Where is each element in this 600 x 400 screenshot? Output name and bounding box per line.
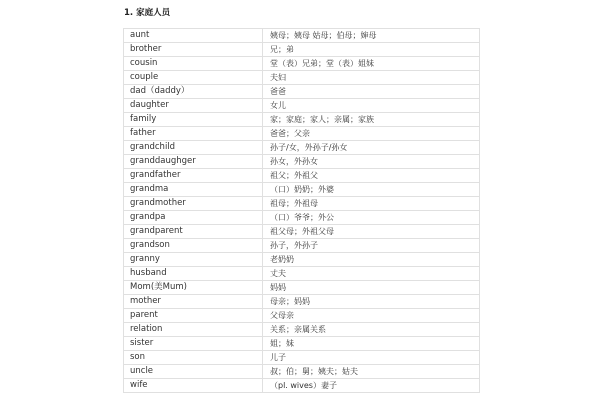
chinese-meaning-cell: 祖母；外祖母: [263, 197, 480, 211]
chinese-meaning-cell: 儿子: [263, 351, 480, 365]
chinese-meaning-cell: （pl. wives）妻子: [263, 379, 480, 393]
chinese-meaning-cell: 祖父；外祖父: [263, 169, 480, 183]
vocabulary-table: [123, 28, 480, 393]
chinese-meaning-cell: 孙子，外孙子: [263, 239, 480, 253]
chinese-meaning-cell: 关系；亲属关系: [263, 323, 480, 337]
table-row: [124, 309, 480, 323]
chinese-meaning-cell: 夫妇: [263, 71, 480, 85]
english-word-cell: granny: [124, 253, 263, 267]
english-word-cell: relation: [124, 323, 263, 337]
english-word-cell: wife: [124, 379, 263, 393]
table-row: [124, 29, 480, 43]
english-word-cell: sister: [124, 337, 263, 351]
table-row: [124, 169, 480, 183]
chinese-meaning-cell: 祖父母；外祖父母: [263, 225, 480, 239]
table-row: [124, 141, 480, 155]
table-row: [124, 113, 480, 127]
chinese-meaning-cell: 父母亲: [263, 309, 480, 323]
table-row: [124, 99, 480, 113]
english-word-cell: couple: [124, 71, 263, 85]
chinese-meaning-cell: 女儿: [263, 99, 480, 113]
table-row: [124, 155, 480, 169]
table-row: [124, 323, 480, 337]
table-row: [124, 239, 480, 253]
english-word-cell: husband: [124, 267, 263, 281]
table-row: [124, 281, 480, 295]
english-word-cell: parent: [124, 309, 263, 323]
english-word-cell: grandma: [124, 183, 263, 197]
table-row: [124, 337, 480, 351]
table-row: [124, 43, 480, 57]
table-row: [124, 225, 480, 239]
chinese-meaning-cell: 姨母；姨母 姑母；伯母；婶母: [263, 29, 480, 43]
english-word-cell: brother: [124, 43, 263, 57]
chinese-meaning-cell: 老奶奶: [263, 253, 480, 267]
table-row: [124, 267, 480, 281]
english-word-cell: grandchild: [124, 141, 263, 155]
english-word-cell: dad（daddy）: [124, 85, 263, 99]
chinese-meaning-cell: 孙子/女，外孙子/孙女: [263, 141, 480, 155]
table-row: [124, 211, 480, 225]
table-row: [124, 57, 480, 71]
english-word-cell: Mom(美Mum): [124, 281, 263, 295]
english-word-cell: family: [124, 113, 263, 127]
section-title: 1. 家庭人员: [124, 8, 171, 18]
table-row: [124, 351, 480, 365]
table-row: [124, 85, 480, 99]
chinese-meaning-cell: 姐；妹: [263, 337, 480, 351]
chinese-meaning-cell: 爸爸；父亲: [263, 127, 480, 141]
english-word-cell: grandson: [124, 239, 263, 253]
table-row: [124, 365, 480, 379]
vocabulary-table-body: [124, 29, 480, 393]
english-word-cell: grandparent: [124, 225, 263, 239]
english-word-cell: grandpa: [124, 211, 263, 225]
table-row: [124, 295, 480, 309]
table-row: [124, 379, 480, 393]
english-word-cell: daughter: [124, 99, 263, 113]
chinese-meaning-cell: 堂（表）兄弟；堂（表）姐妹: [263, 57, 480, 71]
chinese-meaning-cell: 母亲；妈妈: [263, 295, 480, 309]
chinese-meaning-cell: 家；家庭；家人；亲属；家族: [263, 113, 480, 127]
english-word-cell: aunt: [124, 29, 263, 43]
english-word-cell: uncle: [124, 365, 263, 379]
chinese-meaning-cell: 丈夫: [263, 267, 480, 281]
table-row: [124, 197, 480, 211]
chinese-meaning-cell: （口）爷爷；外公: [263, 211, 480, 225]
english-word-cell: cousin: [124, 57, 263, 71]
english-word-cell: grandmother: [124, 197, 263, 211]
chinese-meaning-cell: 爸爸: [263, 85, 480, 99]
chinese-meaning-cell: 孙女，外孙女: [263, 155, 480, 169]
english-word-cell: grandfather: [124, 169, 263, 183]
english-word-cell: son: [124, 351, 263, 365]
chinese-meaning-cell: 妈妈: [263, 281, 480, 295]
chinese-meaning-cell: 叔；伯；舅；姨夫；姑夫: [263, 365, 480, 379]
table-row: [124, 127, 480, 141]
english-word-cell: granddaughger: [124, 155, 263, 169]
table-row: [124, 183, 480, 197]
english-word-cell: mother: [124, 295, 263, 309]
table-row: [124, 71, 480, 85]
chinese-meaning-cell: （口）奶奶；外婆: [263, 183, 480, 197]
english-word-cell: father: [124, 127, 263, 141]
table-row: [124, 253, 480, 267]
chinese-meaning-cell: 兄；弟: [263, 43, 480, 57]
